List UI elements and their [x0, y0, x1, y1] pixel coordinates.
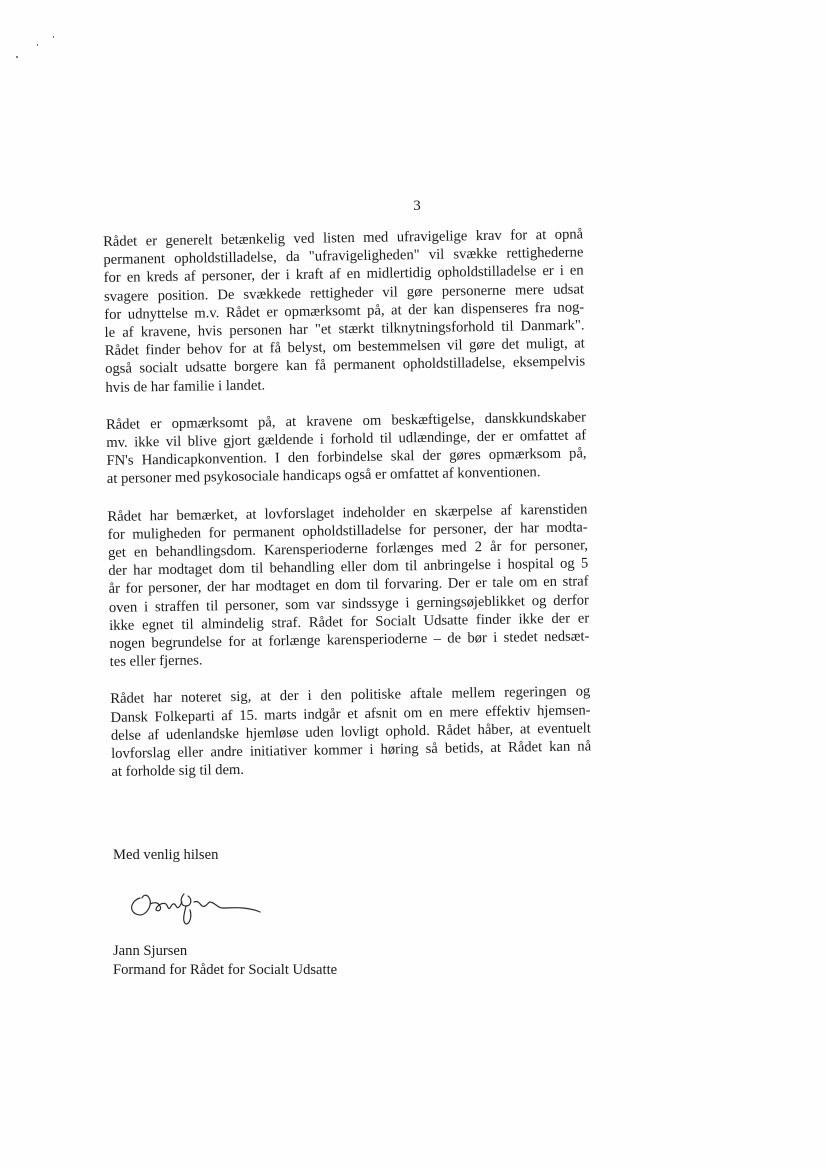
paragraph-2	[106, 408, 587, 488]
paragraph-3	[107, 500, 590, 671]
signer-title: Formand for Rådet for Socialt Udsatte	[113, 961, 338, 978]
text-line: der har modtaget dom til behandling eller dom til anbringelse i hospital og 5	[108, 555, 589, 580]
paragraph-4	[110, 683, 591, 782]
paragraph-1	[103, 225, 586, 396]
text-line: Rådet har bemærket, at lovforslaget indeholder en skærpelse af karenstiden	[107, 501, 588, 525]
text-line: for muligheden for permanent opholdstilladelse for personer, der har modta-	[107, 519, 588, 543]
text-line: for en kreds af personer, der i kraft af en midlertidig opholdstilladelse er i en	[103, 262, 584, 287]
text-line: for udnyttelse m.v. Rådet er opmærksomt på, at der kan dispenseres fra nog-	[104, 299, 585, 323]
text-line: Rådet er opmærksomt på, at kravene om beskæftigelse, danskkundskaber	[105, 409, 587, 433]
text-line: FN's Handicapkonvention. I den forbindelse skal der gøres opmærksom på,	[106, 445, 587, 470]
text-line: Rådet har noteret sig, at der i den politiske aftale mellem regeringen og	[110, 683, 591, 708]
text-line: hvis de har familie i landet.	[105, 377, 266, 396]
text-line: le af kravene, hvis personen har "et stærkt tilknytningsforhold til Danmark".	[104, 317, 585, 342]
text-line: mv. ikke vil blive gjort gældende i forhold til udlændinge, der er omfattet af	[106, 427, 587, 452]
signer-block	[113, 942, 337, 979]
text-line: oven i straffen til personer, som var sindssyge i gerningsøjeblikket og derfor	[108, 592, 589, 616]
text-line: at forholde sig til dem.	[111, 762, 245, 781]
text-line: permanent opholdstilladelse, da "ufravigeligheden" vil svække rettighederne	[103, 244, 584, 269]
text-line: Rådet finder behov for at få belyst, om bestemmelsen vil gøre det muligt, at	[104, 335, 585, 360]
scan-speck	[37, 44, 38, 46]
text-line: ikke egnet til almindelig straf. Rådet for Socialt Udsatte finder ikke der er	[109, 610, 590, 634]
text-line: nogen begrundelse for at forlænge karensperioderne – de bør i stedet nedsæt-	[109, 628, 590, 653]
text-line: delse af udenlandske hjemløse uden lovligt ophold. Rådet håber, at eventuelt	[110, 720, 591, 744]
closing-salutation: Med venlig hilsen	[113, 847, 219, 863]
scan-speck	[16, 56, 18, 58]
scan-speck	[53, 36, 54, 38]
page-number: 3	[413, 198, 421, 214]
handwritten-signature	[122, 880, 272, 930]
text-line: Dansk Folkeparti af 15. marts indgår et afsnit om en mere effektiv hjemsen-	[110, 702, 591, 726]
text-line: lovforslag eller andre initiativer kommer i høring så betids, at Rådet kan nå	[111, 738, 592, 763]
text-line: tes eller fjernes.	[109, 652, 203, 671]
signer-name: Jann Sjursen	[113, 943, 188, 959]
text-line: Rådet er generelt betænkelig ved listen med ufravigelige krav for at opnå	[103, 226, 584, 250]
text-line: at personer med psykosociale handicaps også er omfattet af konventionen.	[106, 464, 541, 488]
text-line: også socialt udsatte borgere kan få permanent opholdstilladelse, eksempelvis	[105, 353, 586, 378]
text-line: år for personer, der har modtaget en dom til forvaring. Der er tale om en straf	[108, 573, 589, 598]
text-line: get en behandlingsdom. Karensperioderne forlænges med 2 år for personer,	[107, 537, 589, 562]
letter-body	[103, 225, 592, 800]
text-line: svagere position. De svækkede rettigheder vil gøre personerne mere udsat	[103, 281, 585, 305]
